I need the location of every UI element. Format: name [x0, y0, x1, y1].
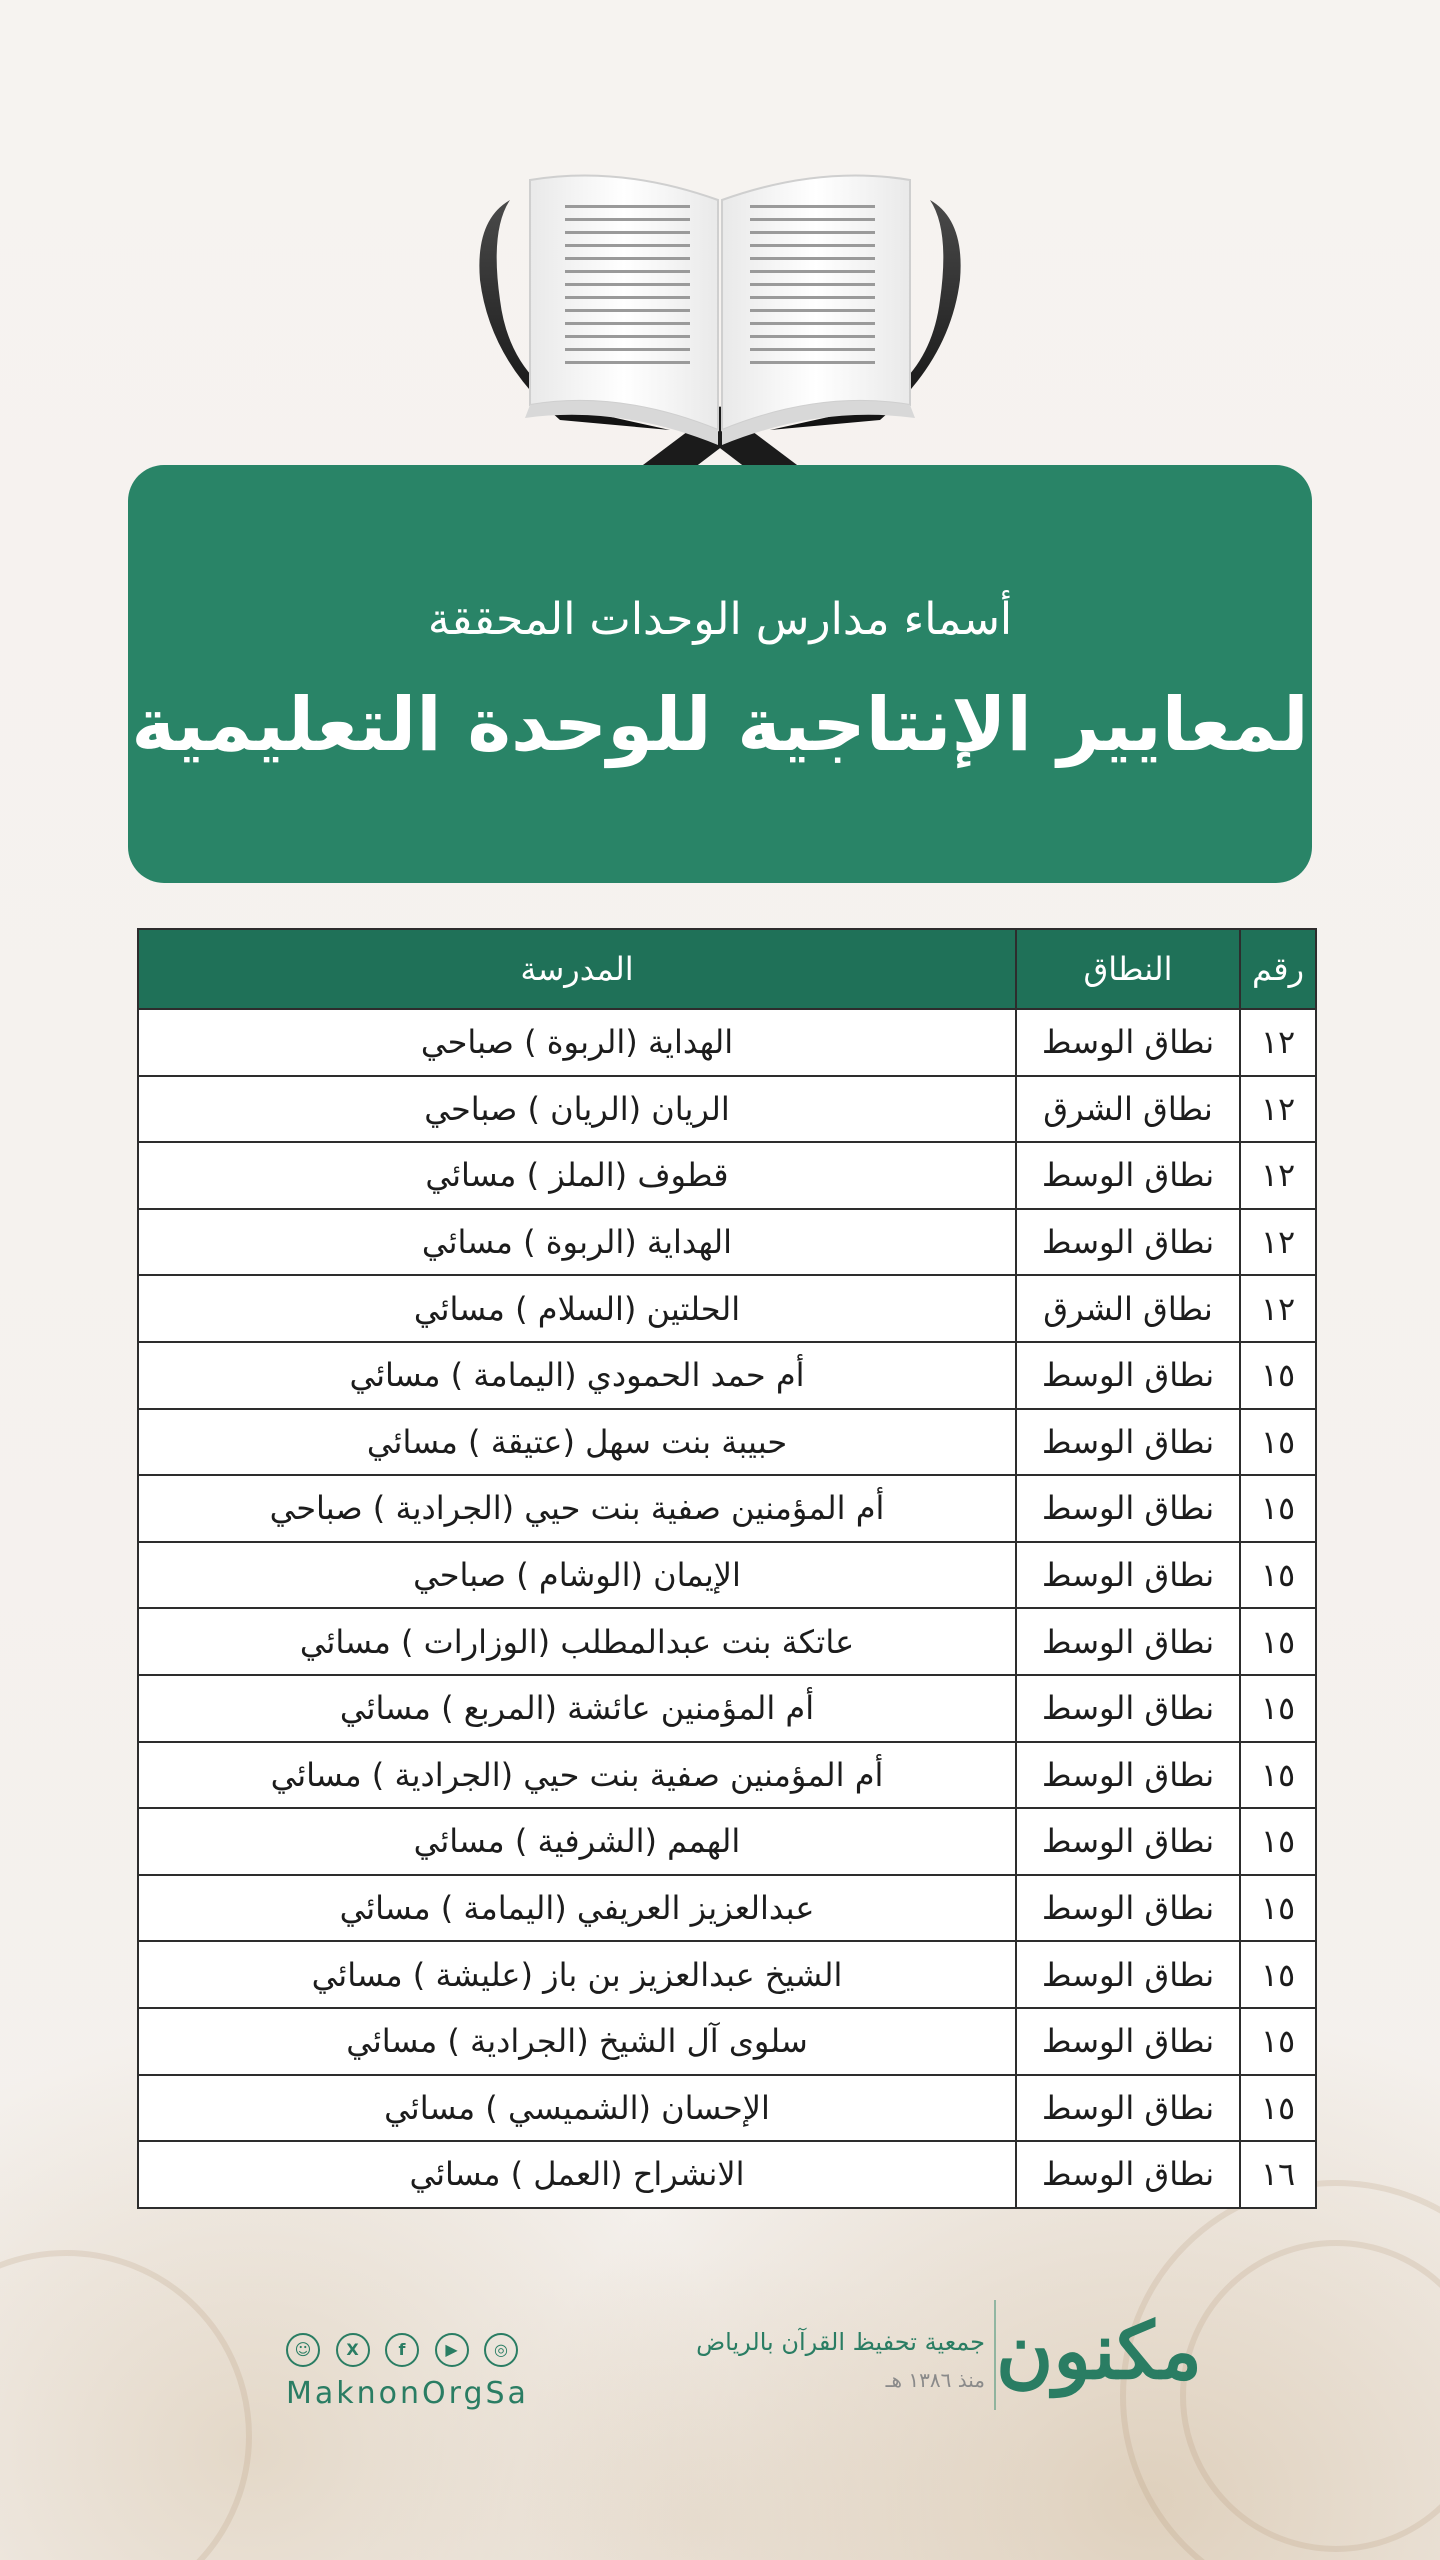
cell-school: عاتكة بنت عبدالمطلب (الوزارات ) مسائي — [138, 1608, 1016, 1675]
organization-name: جمعية تحفيظ القرآن بالرياض — [696, 2328, 985, 2356]
cell-number: ١٥ — [1240, 1675, 1316, 1742]
table-row — [138, 1409, 1316, 1476]
cell-number: ١٢ — [1240, 1142, 1316, 1209]
cell-school: أم المؤمنين صفية بنت حيي (الجرادية ) صباحي — [138, 1475, 1016, 1542]
facebook-icon[interactable]: f — [385, 2333, 419, 2367]
cell-school: الهداية (الربوة ) مسائي — [138, 1209, 1016, 1276]
cell-number: ١٦ — [1240, 2141, 1316, 2208]
cell-number: ١٥ — [1240, 1542, 1316, 1609]
decorative-ornament — [0, 2250, 252, 2560]
cell-region: نطاق الشرق — [1016, 1275, 1240, 1342]
cell-number: ١٥ — [1240, 1409, 1316, 1476]
table-header-row — [138, 929, 1316, 1009]
youtube-icon[interactable]: ▶ — [435, 2333, 469, 2367]
header-number: رقم — [1240, 929, 1316, 1009]
title-banner — [128, 465, 1312, 883]
cell-school: الهمم (الشرفية ) مسائي — [138, 1808, 1016, 1875]
cell-region: نطاق الوسط — [1016, 1009, 1240, 1076]
cell-school: الهداية (الربوة ) صباحي — [138, 1009, 1016, 1076]
cell-region: نطاق الوسط — [1016, 1342, 1240, 1409]
cell-school: الانشراح (العمل ) مسائي — [138, 2141, 1016, 2208]
cell-region: نطاق الوسط — [1016, 1209, 1240, 1276]
cell-region: نطاق الوسط — [1016, 1875, 1240, 1942]
snapchat-icon[interactable]: ☺ — [286, 2333, 320, 2367]
x-icon[interactable]: X — [336, 2333, 370, 2367]
table-row — [138, 1209, 1316, 1276]
cell-school: أم المؤمنين عائشة (المربع ) مسائي — [138, 1675, 1016, 1742]
cell-number: ١٢ — [1240, 1275, 1316, 1342]
cell-school: أم المؤمنين صفية بنت حيي (الجرادية ) مسائي — [138, 1742, 1016, 1809]
cell-region: نطاق الوسط — [1016, 1142, 1240, 1209]
cell-region: نطاق الوسط — [1016, 2075, 1240, 2142]
instagram-icon[interactable]: ◎ — [484, 2333, 518, 2367]
table-row — [138, 1542, 1316, 1609]
cell-number: ١٥ — [1240, 2075, 1316, 2142]
cell-region: نطاق الوسط — [1016, 1608, 1240, 1675]
table-row — [138, 1608, 1316, 1675]
table-row — [138, 1675, 1316, 1742]
cell-number: ١٢ — [1240, 1209, 1316, 1276]
cell-school: الإحسان (الشميسي ) مسائي — [138, 2075, 1016, 2142]
cell-school: أم حمد الحمودي (اليمامة ) مسائي — [138, 1342, 1016, 1409]
banner-title: لمعايير الإنتاجية للوحدة التعليمية — [131, 682, 1309, 768]
cell-region: نطاق الوسط — [1016, 1808, 1240, 1875]
cell-number: ١٥ — [1240, 1941, 1316, 2008]
social-icons — [286, 2333, 518, 2371]
cell-number: ١٥ — [1240, 1875, 1316, 1942]
table-row — [138, 1742, 1316, 1809]
cell-number: ١٥ — [1240, 1475, 1316, 1542]
table-row — [138, 2075, 1316, 2142]
cell-school: عبدالعزيز العريفي (اليمامة ) مسائي — [138, 1875, 1016, 1942]
table-row — [138, 2008, 1316, 2075]
table-row — [138, 1941, 1316, 2008]
cell-number: ١٥ — [1240, 2008, 1316, 2075]
founded-date: منذ ١٣٨٦ هـ — [885, 2368, 985, 2392]
table-row — [138, 1808, 1316, 1875]
schools-table — [139, 928, 1317, 2209]
cell-school: حبيبة بنت سهل (عتيقة ) مسائي — [138, 1409, 1016, 1476]
cell-number: ١٥ — [1240, 1342, 1316, 1409]
cell-region: نطاق الشرق — [1016, 1076, 1240, 1143]
maknon-logo: مكنون — [996, 2306, 1202, 2397]
cell-school: قطوف (الملز ) مسائي — [138, 1142, 1016, 1209]
header-region: النطاق — [1016, 929, 1240, 1009]
table-row — [138, 1275, 1316, 1342]
cell-region: نطاق الوسط — [1016, 1542, 1240, 1609]
cell-number: ١٥ — [1240, 1742, 1316, 1809]
table-row — [138, 1009, 1316, 1076]
table-row — [138, 1342, 1316, 1409]
schools-table-grid — [137, 928, 1317, 2209]
table-row — [138, 1875, 1316, 1942]
cell-school: الإيمان (الوشام ) صباحي — [138, 1542, 1016, 1609]
cell-region: نطاق الوسط — [1016, 1742, 1240, 1809]
cell-region: نطاق الوسط — [1016, 2141, 1240, 2208]
table-row — [138, 2141, 1316, 2208]
cell-region: نطاق الوسط — [1016, 1675, 1240, 1742]
cell-number: ١٥ — [1240, 1608, 1316, 1675]
table-row — [138, 1475, 1316, 1542]
cell-region: نطاق الوسط — [1016, 1941, 1240, 2008]
table-row — [138, 1076, 1316, 1143]
cell-number: ١٥ — [1240, 1808, 1316, 1875]
social-handle: MaknonOrgSa — [286, 2376, 529, 2411]
cell-number: ١٢ — [1240, 1009, 1316, 1076]
cell-school: الشيخ عبدالعزيز بن باز (عليشة ) مسائي — [138, 1941, 1016, 2008]
cell-school: الريان (الريان ) صباحي — [138, 1076, 1016, 1143]
cell-region: نطاق الوسط — [1016, 2008, 1240, 2075]
cell-school: سلوى آل الشيخ (الجرادية ) مسائي — [138, 2008, 1016, 2075]
cell-region: نطاق الوسط — [1016, 1409, 1240, 1476]
cell-school: الحلتين (السلام ) مسائي — [138, 1275, 1016, 1342]
header-school: المدرسة — [138, 929, 1016, 1009]
cell-number: ١٢ — [1240, 1076, 1316, 1143]
table-row — [138, 1142, 1316, 1209]
cell-region: نطاق الوسط — [1016, 1475, 1240, 1542]
footer-divider — [994, 2300, 996, 2410]
banner-subtitle: أسماء مدارس الوحدات المحققة — [427, 594, 1013, 645]
